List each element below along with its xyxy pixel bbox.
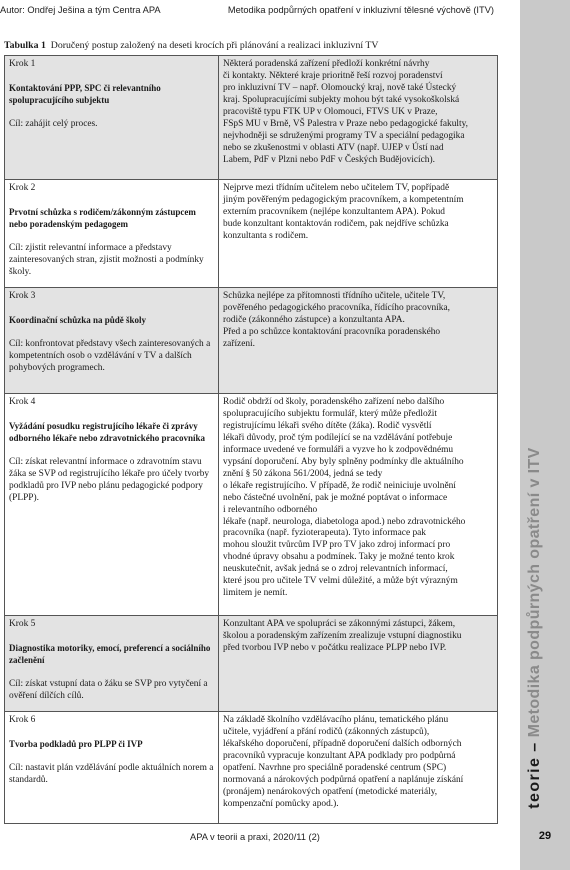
- step-goal: Cíl: získat relevantní informace o zdravotním stavu žáka se SVP od registrujícího lékaře pro účely tvorby podkladů pro IVP nebo plánu pedagogické podpory (PLPP).: [9, 456, 210, 503]
- publication-title: Metodika podpůrných opatření v ITV: [526, 447, 543, 738]
- step-number: Krok 2: [9, 183, 36, 193]
- page-number: 29: [538, 830, 552, 842]
- table-row: [5, 288, 498, 394]
- step-description: Některá poradenská zařízení předloží konkrétní návrhy či kontakty. Některé kraje prioritně řeší rozvoj poradenství pro inkluzivní TV – např. Olomoucký kraj, nově také Ústecký kraj. Spolupracujícími subjekty mohou být také vysokoškolská pracoviště typu FTK UP v Olomouci, FTVS UK v Praze, FSpS MU v Brně, VŠ Palestra v Praze nebo pedagogické fakulty, nejvhodněji se sdruženými programy TV a speciální pedagogika nebo se zkušenostmi v oblasti ATV (např. UJEP v Ústí nad Labem, PdF v Plzni nebo PdF v Českých Budějovicích).: [223, 59, 469, 165]
- step-number: Krok 3: [9, 291, 36, 301]
- step-title: Diagnostika motoriky, emocí, preferencí a sociálního začlenění: [9, 642, 211, 665]
- running-header-author: Autor: Ondřej Ješina a tým Centra APA: [0, 5, 161, 15]
- step-description-cell: [219, 394, 498, 616]
- step-description: Schůzka nejlépe za přítomnosti třídního učitele, učitele TV, pověřeného pedagogického pracovníka, řídícího pracovníka, rodiče (zákonného zástupce) a konzultanta APA. Před a po schůzce kontaktování pracovníka poradenského zařízení.: [223, 291, 450, 349]
- step-description: Rodič obdrží od školy, poradenského zařízení nebo dalšího spolupracujícího subjektu formulář, který může předložit registrujícímu lékaři svého dítěte (žáka). Rodič vysvětlí lékaři důvody, proč tým podílející se na vzdělávání potřebuje informace uvedené ve formuláři a vyzve ho k zodpovědnému vypsání doporučení. Aby byly splněny podmínky dle aktuálního znění § 50 zákona 561/2004, jedná se tedy o lékaře registrujícího. V případě, že rodič neiniciuje uvolnění nebo částečné uvolnění, pak je možné poptávat o informace i relevantního odborného lékaře (např. neurologa, diabetologa apod.) nebo zdravotnického pracovníka (např. fyzioterapeuta). Tyto informace pak mohou sloužit tvůrcům IVP pro TV jako zdroj informací pro vhodné úpravy obsahu a podmínek. Taky je možné tento krok neuskutečnit, avšak jedná se o zdroj relevantních informací, které jsou pro učitele TV velmi důležité, a může být výrazným limitem je nemít.: [223, 397, 466, 599]
- table-row: [5, 180, 498, 288]
- step-number: Krok 1: [9, 59, 36, 69]
- step-goal: Cíl: konfrontovat představy všech zainteresovaných a kompetentních osob o vzdělávání v TV a dalších pohybových programech.: [9, 338, 211, 373]
- section-dash: –: [526, 742, 543, 752]
- step-number: Krok 6: [9, 715, 36, 725]
- section-label: teorie: [526, 756, 543, 809]
- step-goal: Cíl: zjistit relevantní informace a představy zainteresovaných stran, zjistit možnosti a podmínky školy.: [9, 242, 204, 277]
- step-description: Konzultant APA ve spolupráci se zákonnými zástupci, žákem, školou a poradenským zařízením zrealizuje vstupní diagnostiku před tvorbou IVP nebo v počátku realizace PLPP nebo IVP.: [223, 619, 462, 653]
- table-caption-text: Doručený postup založený na deseti krocích při plánování a realizaci inkluzivní TV: [50, 40, 379, 51]
- step-cell: [5, 180, 219, 288]
- table-row: [5, 616, 498, 712]
- step-title: Koordinační schůzka na půdě školy: [9, 314, 147, 325]
- steps-table: [4, 55, 498, 824]
- running-header-title: Metodika podpůrných opatření v inkluzivní tělesné výchově (ITV): [227, 5, 494, 15]
- table-row: [5, 712, 498, 824]
- step-description-cell: [219, 616, 498, 712]
- step-title: Prvotní schůzka s rodičem/zákonným zástupcem nebo poradenským pedagogem: [9, 206, 196, 229]
- table-caption-label: Tabulka 1: [4, 40, 46, 51]
- step-number: Krok 4: [9, 397, 36, 407]
- step-description: Na základě školního vzdělávacího plánu, tematického plánu učitele, vyjádření a přání rodičů (zákonných zástupců), lékařského doporučení, případně doporučení dalších odborných pracovníků vypracuje konzultant APA podklady pro podpůrná opatření. Navrhne pro speciálně poradenské centrum (SPC) normovaná a nárokových podpůrná opatření a naplánuje získání (pronájem) nenárokových opatření (metodické materiály, kompenzační pomůcky apod.).: [223, 715, 464, 809]
- step-description: Nejprve mezi třídním učitelem nebo učitelem TV, popřípadě jiným pověřeným pedagogickým pracovníkem, a kompetentním externím pracovníkem (nejlépe konzultantem APA). Pokud bude konzultant kontaktován rodičem, pak nejdříve schůzka konzultanta s rodičem.: [223, 183, 464, 241]
- step-title: Tvorba podkladů pro PLPP či IVP: [9, 738, 143, 749]
- step-description-cell: [219, 56, 498, 180]
- step-cell: [5, 288, 219, 394]
- step-goal: Cíl: zahájit celý proces.: [9, 118, 98, 129]
- table-row: [5, 394, 498, 616]
- step-cell: [5, 56, 219, 180]
- table-row: [5, 56, 498, 180]
- step-title: Kontaktování PPP, SPC či relevantního spolupracujícího subjektu: [9, 82, 161, 105]
- step-description-cell: [219, 180, 498, 288]
- step-title: Vyžádání posudku registrujícího lékaře či zprávy odborného lékaře nebo zdravotnického pracovníka: [9, 420, 206, 443]
- step-number: Krok 5: [9, 619, 36, 629]
- step-description-cell: [219, 288, 498, 394]
- step-cell: [5, 394, 219, 616]
- footer-journal: APA v teorii a praxi, 2020/11 (2): [190, 832, 320, 842]
- step-cell: [5, 616, 219, 712]
- step-description-cell: [219, 712, 498, 824]
- step-cell: [5, 712, 219, 824]
- step-goal: Cíl: získat vstupní data o žáku se SVP pro vytyčení a ověření dílčích cílů.: [9, 678, 208, 701]
- table-caption: [4, 40, 378, 51]
- step-goal: Cíl: nastavit plán vzdělávání podle aktuálních norem a standardů.: [9, 762, 214, 785]
- sidebar-section-title: [526, 447, 544, 808]
